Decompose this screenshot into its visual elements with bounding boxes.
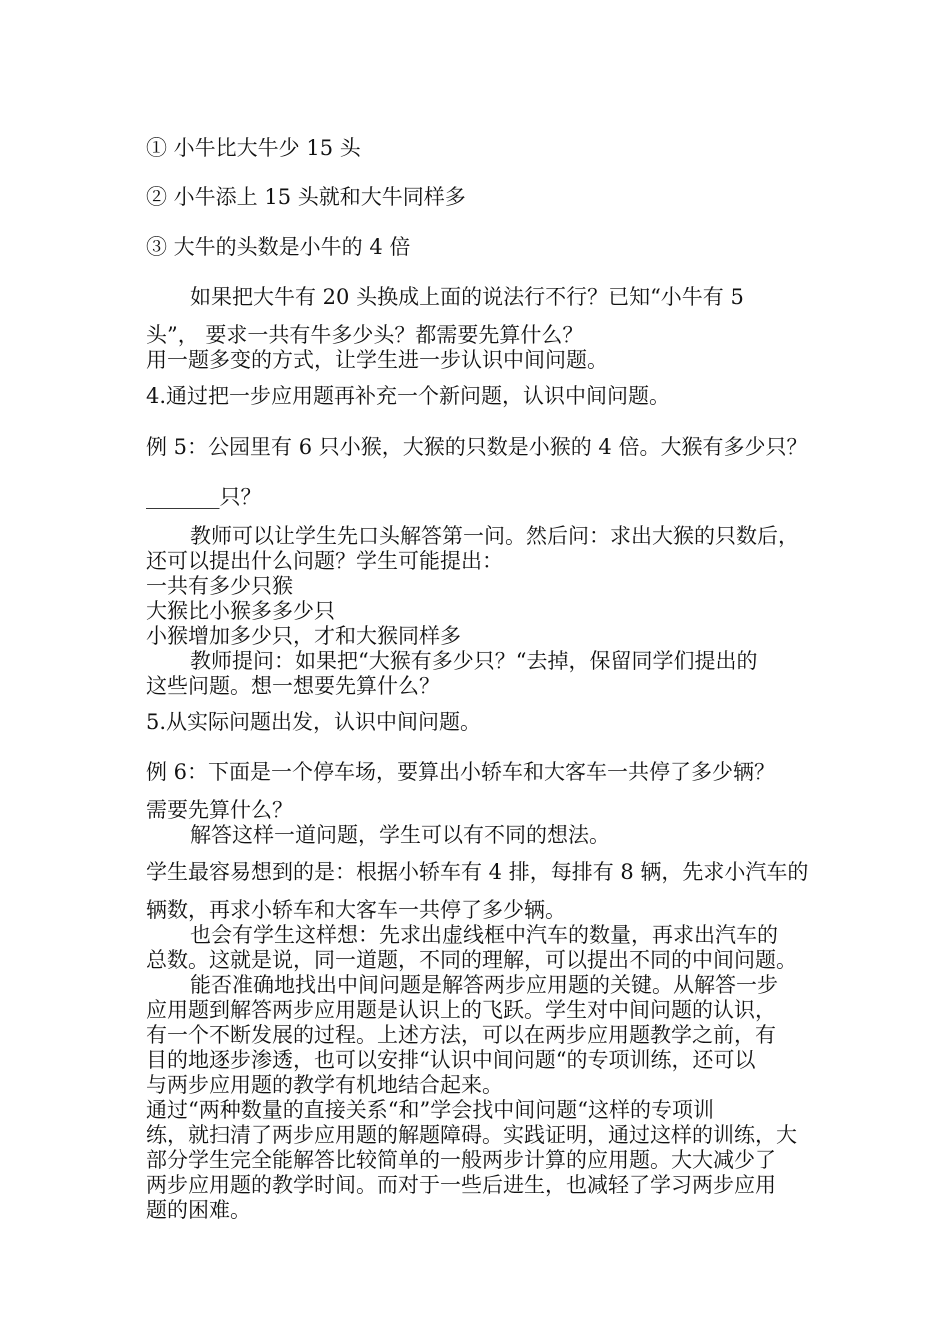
paragraph-line: 目的地逐步渗透，也可以安排“认识中间问题“的专项训练，还可以 xyxy=(146,1048,756,1072)
question-item: 一共有多少只猴 xyxy=(146,574,293,598)
paragraph-line: 辆数，再求小轿车和大客车一共停了多少辆。 xyxy=(146,898,566,922)
example-6-text: 例 6：下面是一个停车场，要算出小轿车和大客车一共停了多少辆？ xyxy=(146,760,776,784)
paragraph-line: 教师提问：如果把“大猴有多少只？“去掉，保留同学们提出的 xyxy=(190,649,758,673)
paragraph-line: 部分学生完全能解答比较简单的一般两步计算的应用题。大大减少了 xyxy=(146,1148,776,1172)
paragraph-line: 用一题多变的方式，让学生进一步认识中间问题。 xyxy=(146,348,608,372)
paragraph-line: 应用题到解答两步应用题是认识上的飞跃。学生对中间问题的认识， xyxy=(146,998,776,1022)
paragraph-line: 头”， 要求一共有牛多少头？都需要先算什么？ xyxy=(146,323,584,347)
paragraph-line: 能否准确地找出中间问题是解答两步应用题的关键。从解答一步 xyxy=(190,973,778,997)
paragraph-line: 教师可以让学生先口头解答第一问。然后问：求出大猴的只数后， xyxy=(190,524,799,548)
paragraph-line: 两步应用题的教学时间。而对于一些后进生，也减轻了学习两步应用 xyxy=(146,1173,776,1197)
question-item: 小猴增加多少只，才和大猴同样多 xyxy=(146,624,461,648)
paragraph-line: 总数。这就是说，同一道题，不同的理解，可以提出不同的中间问题。 xyxy=(146,948,797,972)
example-5-text: 例 5：公园里有 6 只小猴，大猴的只数是小猴的 4 倍。大猴有多少只？ xyxy=(146,435,808,459)
paragraph-line: 练，就扫清了两步应用题的解题障碍。实践证明，通过这样的训练，大 xyxy=(146,1123,797,1147)
section-heading-5: 5.从实际问题出发，认识中间问题。 xyxy=(146,710,482,734)
question-item: 大猴比小猴多多少只 xyxy=(146,599,335,623)
paragraph-line: 有一个不断发展的过程。上述方法，可以在两步应用题教学之前，有 xyxy=(146,1023,776,1047)
paragraph-line: 通过“两种数量的直接关系“和”学会找中间问题“这样的专项训 xyxy=(146,1098,714,1122)
paragraph-line: 与两步应用题的教学有机地结合起来。 xyxy=(146,1073,503,1097)
blank-question: _______只？ xyxy=(146,485,262,509)
list-item-3: ③ 大牛的头数是小牛的 4 倍 xyxy=(146,235,411,259)
paragraph-line: 这些问题。想一想要先算什么？ xyxy=(146,674,440,698)
list-item-1: ① 小牛比大牛少 15 头 xyxy=(146,136,361,160)
paragraph-line: 如果把大牛有 20 头换成上面的说法行不行？已知“小牛有 5 xyxy=(190,285,744,309)
paragraph-line: 解答这样一道问题，学生可以有不同的想法。 xyxy=(190,823,610,847)
paragraph-line: 还可以提出什么问题？学生可能提出： xyxy=(146,549,503,573)
paragraph-line: 题的困难。 xyxy=(146,1198,251,1222)
list-item-2: ② 小牛添上 15 头就和大牛同样多 xyxy=(146,185,466,209)
paragraph-line: 需要先算什么？ xyxy=(146,798,293,822)
paragraph-line: 学生最容易想到的是：根据小轿车有 4 排，每排有 8 辆，先求小汽车的 xyxy=(146,860,809,884)
section-heading-4: 4.通过把一步应用题再补充一个新问题，认识中间问题。 xyxy=(146,384,671,408)
paragraph-line: 也会有学生这样想：先求出虚线框中汽车的数量，再求出汽车的 xyxy=(190,923,778,947)
